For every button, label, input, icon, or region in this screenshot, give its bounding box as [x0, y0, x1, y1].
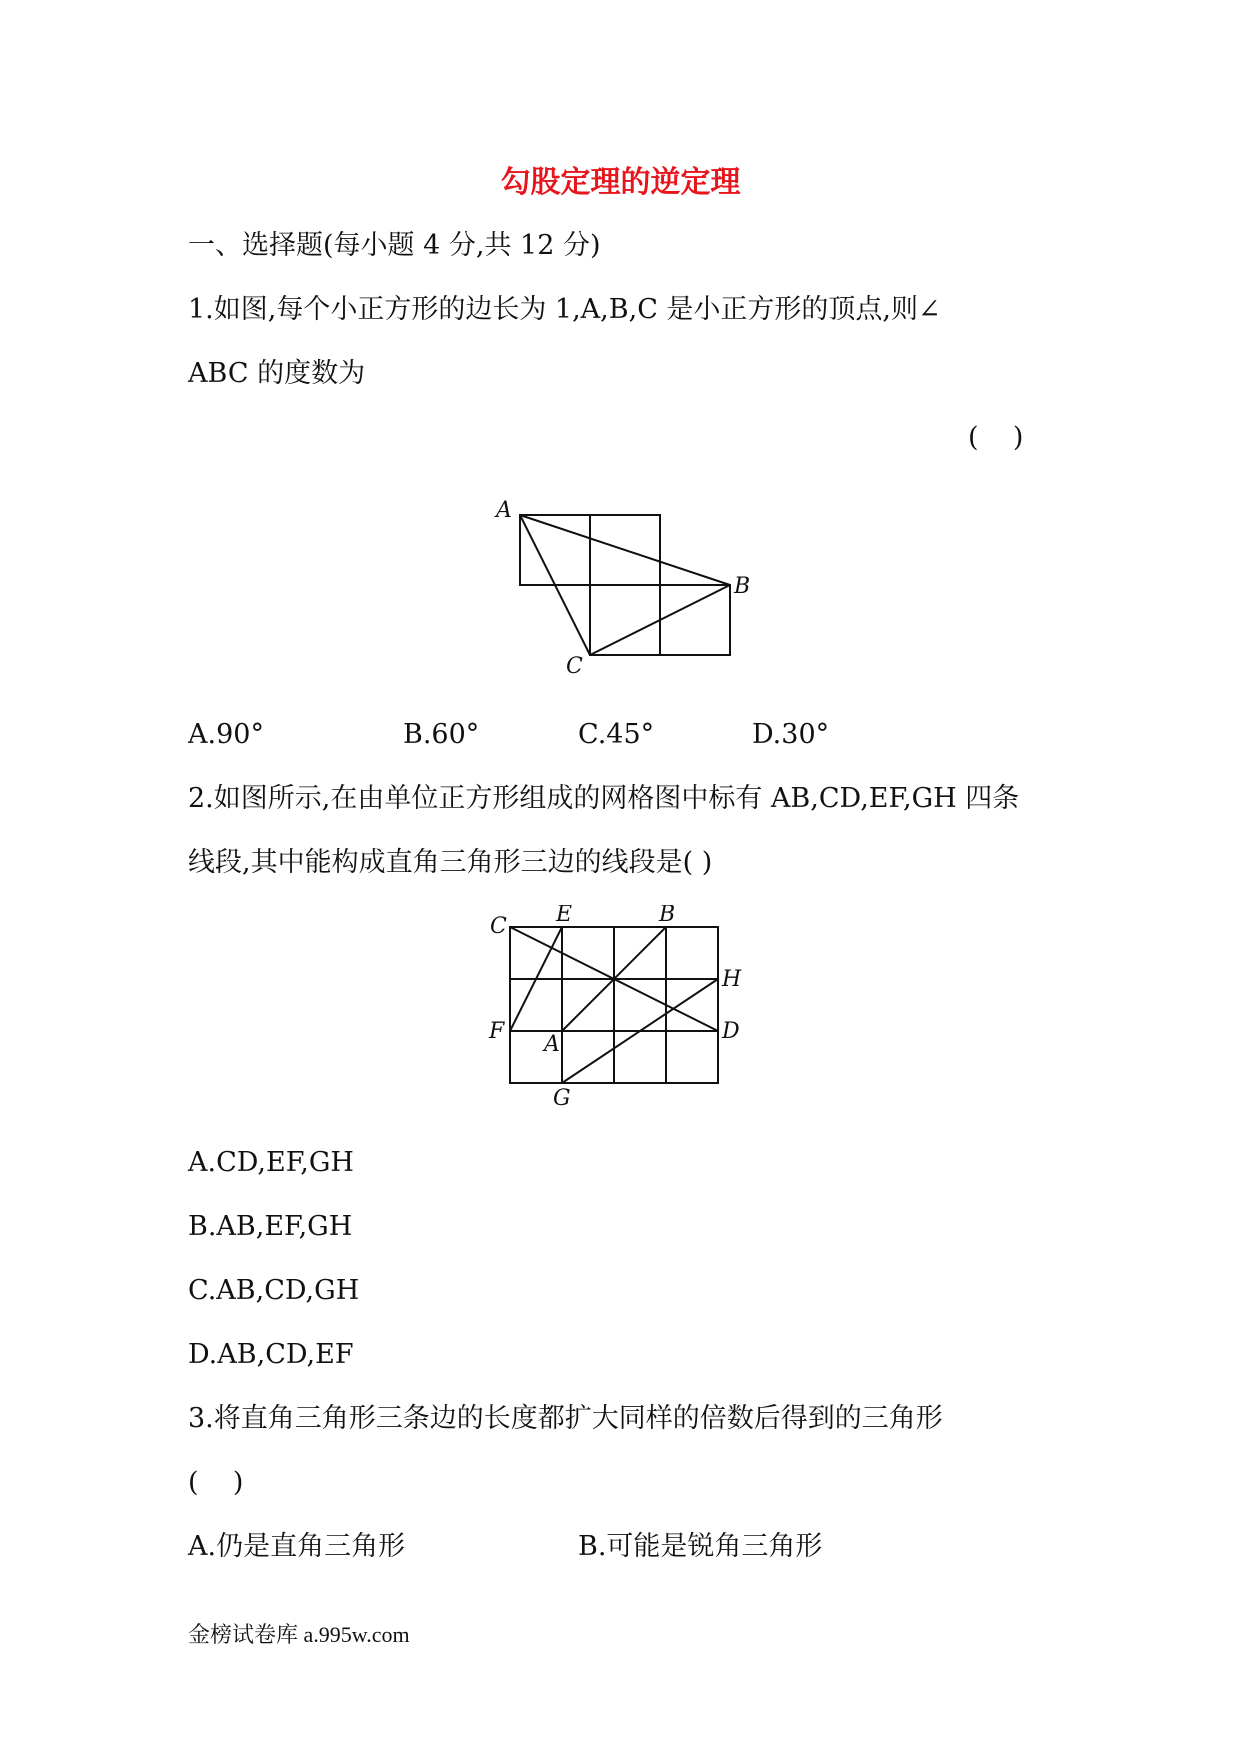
- q2-label-c: C: [490, 914, 507, 939]
- q1-option-a: A.90°: [188, 719, 264, 750]
- page-title: 勾股定理的逆定理: [500, 165, 741, 200]
- q2-option-b: B.AB,EF,GH: [188, 1211, 353, 1242]
- q1-grid-figure: [490, 495, 750, 675]
- q2-text-line2: 线段,其中能构成直角三角形三边的线段是( ): [188, 847, 713, 878]
- q2-option-a: A.CD,EF,GH: [188, 1147, 354, 1178]
- q2-option-c: C.AB,CD,GH: [188, 1275, 360, 1306]
- q1-label-b: B: [734, 574, 750, 599]
- q1-answer-paren: ( ): [968, 422, 1024, 453]
- q2-label-f: F: [489, 1019, 505, 1044]
- q3-option-b: B.可能是锐角三角形: [578, 1531, 823, 1562]
- q2-label-d: D: [722, 1019, 740, 1044]
- q2-label-b: B: [659, 905, 676, 927]
- q1-label-c: C: [566, 654, 583, 675]
- section-heading: 一、选择题(每小题 4 分,共 12 分): [188, 230, 601, 261]
- q3-text-line1: 3.将直角三角形三条边的长度都扩大同样的倍数后得到的三角形: [188, 1403, 943, 1434]
- q1-text-line2: ABC 的度数为: [188, 358, 366, 389]
- q1-option-c: C.45°: [578, 719, 655, 750]
- q2-label-a: A: [544, 1032, 560, 1057]
- q2-label-g: G: [553, 1086, 571, 1111]
- q1-option-b: B.60°: [403, 719, 480, 750]
- q2-grid-figure: [480, 905, 770, 1115]
- footer-source: 金榜试卷库 a.995w.com: [188, 1622, 410, 1647]
- q3-option-a: A.仍是直角三角形: [188, 1531, 406, 1562]
- q2-label-e: E: [556, 905, 573, 927]
- q1-label-a: A: [496, 498, 512, 523]
- q1-text-line1: 1.如图,每个小正方形的边长为 1,A,B,C 是小正方形的顶点,则∠: [188, 294, 941, 325]
- q2-option-d: D.AB,CD,EF: [188, 1339, 354, 1370]
- q2-text-line1: 2.如图所示,在由单位正方形组成的网格图中标有 AB,CD,EF,GH 四条: [188, 783, 1020, 814]
- q2-label-h: H: [722, 967, 742, 992]
- q3-answer-paren: ( ): [188, 1467, 244, 1498]
- q1-option-d: D.30°: [752, 719, 830, 750]
